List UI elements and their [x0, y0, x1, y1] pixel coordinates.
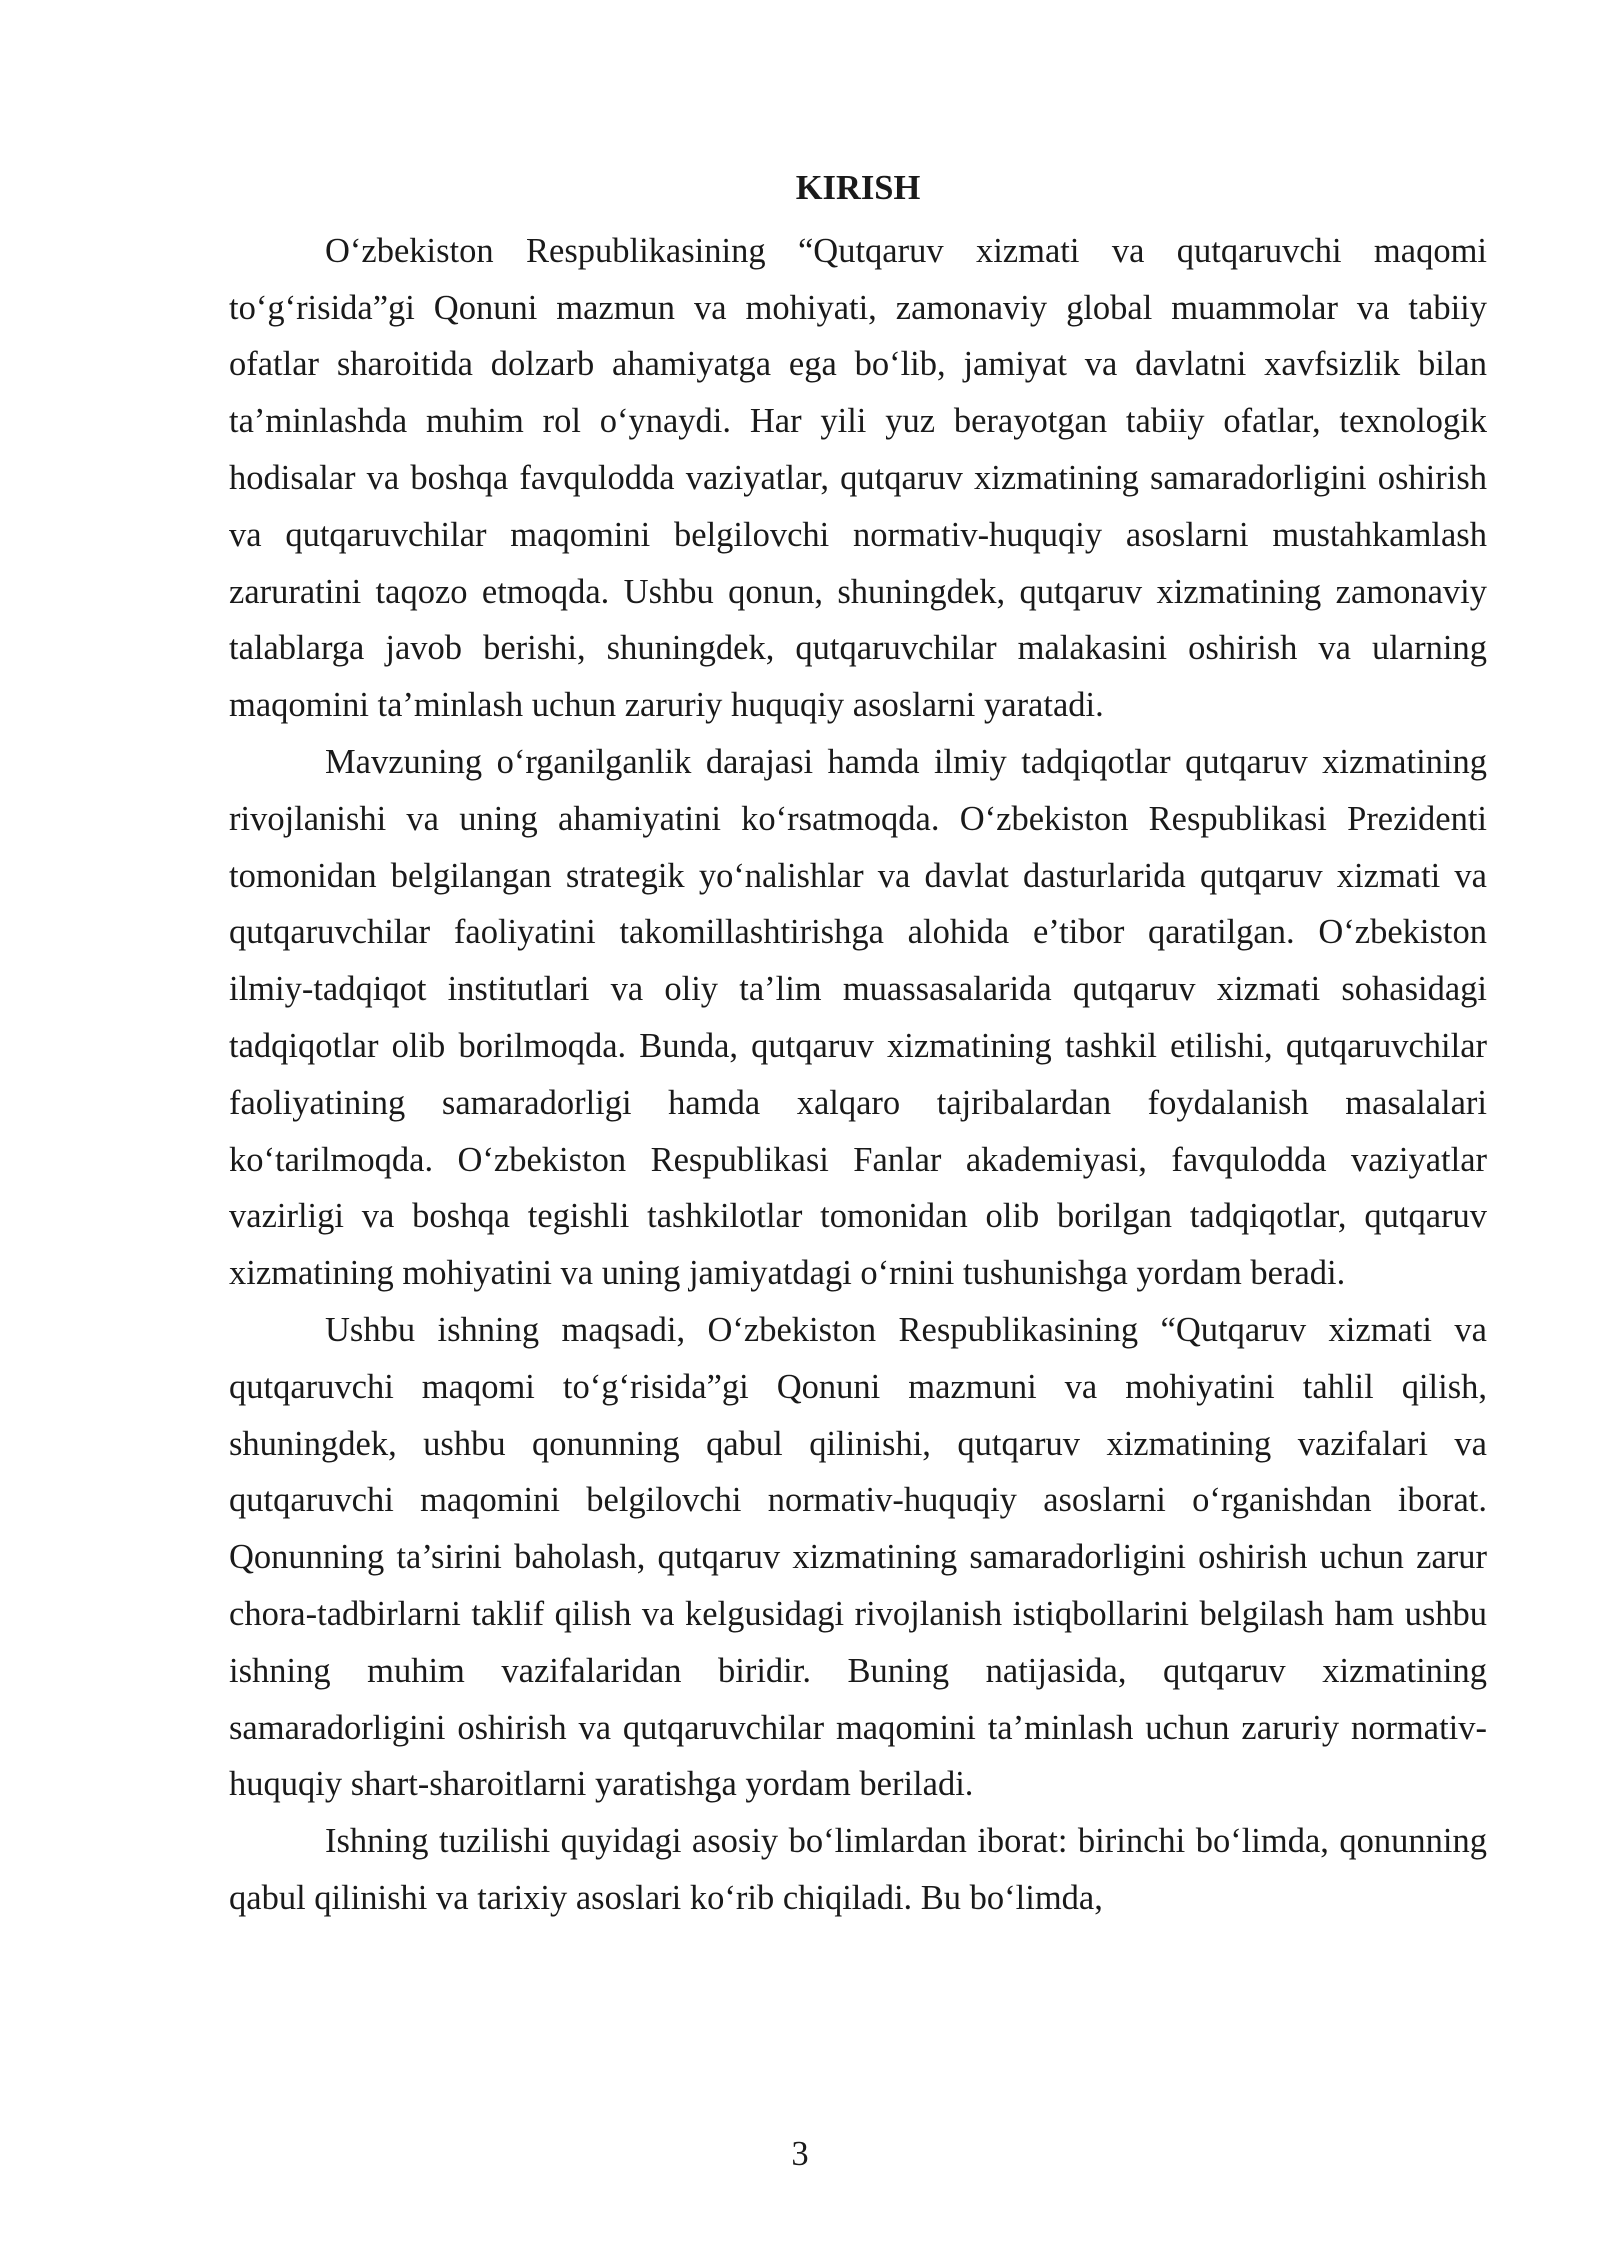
paragraph-study-level: Mavzuning o‘rganilganlik darajasi hamda ilmiy tadqiqotlar qutqaruv xizmatining rivojlanishi va uning ahamiyatini ko‘rsatmoqda. O‘zbekiston Respublikasi Prezidenti tomonidan belgilangan strategik yo‘nalishlar va davlat dasturlarida qutqaruv xizmati va qutqaruvchilar faoliyatini takomillashtirishga alohida e’tibor qaratilgan. O‘zbekiston ilmiy-tadqiqot institutlari va oliy ta’lim muassasalarida qutqaruv xizmati sohasidagi tadqiqotlar olib borilmoqda. Bunda, qutqaruv xizmatining tashkil etilishi, qutqaruvchilar faoliyatining samaradorligi hamda xalqaro tajribalardan foydalanish masalalari ko‘tarilmoqda. O‘zbekiston Respublikasi Fanlar akademiyasi, favqulodda vaziyatlar vazirligi va boshqa tegishli tashkilotlar tomonidan olib borilgan tadqiqotlar, qutqaruv xizmatining mohiyatini va uning jamiyatdagi o‘rnini tushunishga yordam beradi. [229, 742, 1487, 1293]
paragraph-goal: Ushbu ishning maqsadi, O‘zbekiston Respublikasining “Qutqaruv xizmati va qutqaruvchi maqomi to‘g‘risida”gi Qonuni mazmuni va mohiyatini tahlil qilish, shuningdek, ushbu qonunning qabul qilinishi, qutqaruv xizmatining vazifalari va qutqaruvchi maqomini belgilovchi normativ-huquqiy asoslarni o‘rganishdan iborat. Qonunning ta’sirini baholash, qutqaruv xizmatining samaradorligini oshirish uchun zarur chora-tadbirlarni taklif qilish va kelgusidagi rivojlanish istiqbollarini belgilash ham ushbu ishning muhim vazifalaridan biridir. Buning natijasida, qutqaruv xizmatining samaradorligini oshirish va qutqaruvchilar maqomini ta’minlash uchun zaruriy normativ-huquqiy shart-sharoitlarni yaratishga yordam beriladi. [229, 1310, 1487, 1804]
paragraph-structure: Ishning tuzilishi quyidagi asosiy bo‘limlardan iborat: birinchi bo‘limda, qonunning qabul qilinishi va tarixiy asoslari ko‘rib chiqiladi. Bu bo‘limda, [229, 1822, 1487, 1917]
paragraph-intro: O‘zbekiston Respublikasining “Qutqaruv xizmati va qutqaruvchi maqomi to‘g‘risida”gi Qonuni mazmun va mohiyati, zamonaviy global muammolar va tabiiy ofatlar sharoitida dolzarb ahamiyatga ega bo‘lib, jamiyat va davlatni xavfsizlik bilan ta’minlashda muhim rol o‘ynaydi. Har yili yuz berayotgan tabiiy ofatlar, texnologik hodisalar va boshqa favqulodda vaziyatlar, qutqaruv xizmatining samaradorligini oshirish va qutqaruvchilar maqomini belgilovchi normativ-huquqiy asoslarni mustahkamlash zaruratini taqozo etmoqda. Ushbu qonun, shuningdek, qutqaruv xizmatining zamonaviy talablarga javob berishi, shuningdek, qutqaruvchilar malakasini oshirish va ularning maqomini ta’minlash uchun zaruriy huquqiy asoslarni yaratadi. [229, 231, 1487, 725]
document-body [229, 160, 1487, 1927]
section-title: KIRISH [795, 169, 921, 207]
page-number: 3 [791, 2135, 809, 2173]
